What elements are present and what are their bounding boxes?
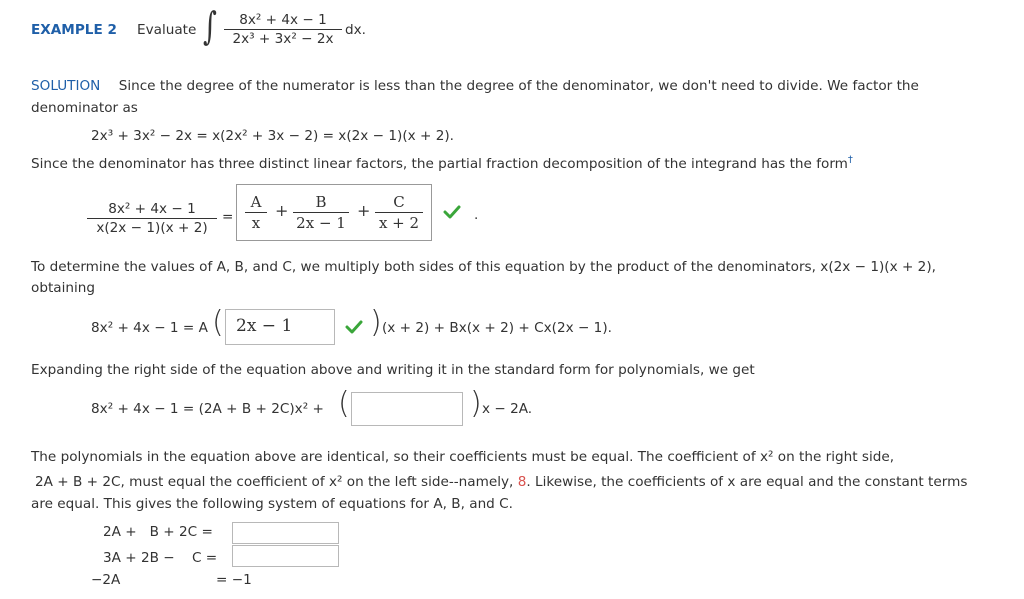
decomp-lhs-denominator: x(2x − 1)(x + 2)	[96, 220, 208, 236]
term-b-fraction	[293, 193, 349, 232]
factor-answer-input[interactable]: 2x − 1	[225, 309, 335, 345]
pf-sentence	[31, 156, 853, 172]
term-a-fraction	[245, 193, 267, 232]
term-a-numerator: A	[250, 193, 262, 211]
solution-intro	[31, 78, 919, 94]
close-paren-2: )	[470, 386, 482, 421]
x-coefficient-input[interactable]	[351, 392, 463, 426]
plus-1: +	[275, 201, 289, 220]
term-a-denominator: x	[251, 214, 261, 232]
example-label: EXAMPLE 2	[31, 22, 117, 38]
identical-line2a: 2A + B + 2C, must equal the coefficient of x² on the left side--namely,	[35, 474, 514, 490]
check-icon	[443, 205, 461, 219]
check-icon	[345, 320, 363, 334]
open-paren-1: (	[212, 305, 224, 340]
multiplied-lhs: 8x² + 4x − 1 = A	[91, 320, 208, 336]
decomposition-answer-box[interactable]	[236, 184, 432, 241]
term-c-numerator: C	[393, 193, 405, 211]
term-c-denominator: x + 2	[378, 214, 420, 232]
decomp-lhs-fraction	[87, 201, 217, 236]
dagger-footnote-link[interactable]: †	[847, 154, 853, 166]
integrand-fraction	[224, 12, 342, 47]
term-b-numerator: B	[315, 193, 327, 211]
coefficient-value: 8	[517, 474, 527, 490]
close-paren-1: )	[370, 305, 382, 340]
multiplied-rest: (x + 2) + Bx(x + 2) + Cx(2x − 1).	[382, 320, 612, 336]
plus-2: +	[357, 201, 371, 220]
solution-intro-line1: Since the degree of the numerator is less than the degree of the denominator, we don't need to divide. We factor the	[118, 78, 919, 94]
expanding-sentence: Expanding the right side of the equation above and writing it in the standard form for polynomials, we get	[31, 362, 755, 378]
system-row2-lhs: 3A + 2B − C =	[103, 550, 218, 566]
dx-text: dx.	[345, 22, 366, 38]
identical-line2b: . Likewise, the coefficients of x are equal and the constant terms	[526, 474, 968, 490]
solution-intro-line2: denominator as	[31, 100, 138, 116]
open-paren-2: (	[338, 386, 350, 421]
identical-line1: The polynomials in the equation above are identical, so their coefficients must be equal. The coefficient of x² on the right side,	[31, 449, 895, 465]
system-row3-rhs: = −1	[216, 572, 252, 588]
pf-sentence-text: Since the denominator has three distinct linear factors, the partial fraction decomposition of the integrand has the form	[31, 156, 848, 172]
system-row3-lhs: −2A	[91, 572, 121, 588]
integrand-denominator: 2x³ + 3x² − 2x	[232, 31, 334, 47]
identical-line3: are equal. This gives the following system of equations for A, B, and C.	[31, 496, 513, 512]
term-c-fraction	[375, 193, 423, 232]
expanded-eq-left: 8x² + 4x − 1 = (2A + B + 2C)x² +	[91, 401, 324, 417]
decomp-equals: =	[222, 209, 234, 225]
determine-line2: obtaining	[31, 280, 96, 296]
identical-line2	[35, 474, 967, 490]
evaluate-text: Evaluate	[137, 22, 197, 38]
system-row2-input[interactable]	[232, 545, 339, 567]
system-row1-lhs: 2A + B + 2C =	[103, 524, 213, 540]
decomp-lhs-numerator: 8x² + 4x − 1	[108, 201, 196, 217]
integral-sign: ∫	[202, 4, 217, 48]
factor-equation: 2x³ + 3x² − 2x = x(2x² + 3x − 2) = x(2x − 1)(x + 2).	[91, 128, 454, 144]
solution-label: SOLUTION	[31, 78, 101, 94]
determine-line1: To determine the values of A, B, and C, we multiply both sides of this equation by the product of the denominators, x(2x − 1)(x + 2),	[31, 259, 936, 275]
expanded-eq-right: x − 2A.	[482, 401, 533, 417]
decomp-period: .	[474, 207, 479, 223]
term-b-denominator: 2x − 1	[296, 214, 346, 232]
system-row1-input[interactable]	[232, 522, 339, 544]
integrand-numerator: 8x² + 4x − 1	[239, 12, 327, 28]
